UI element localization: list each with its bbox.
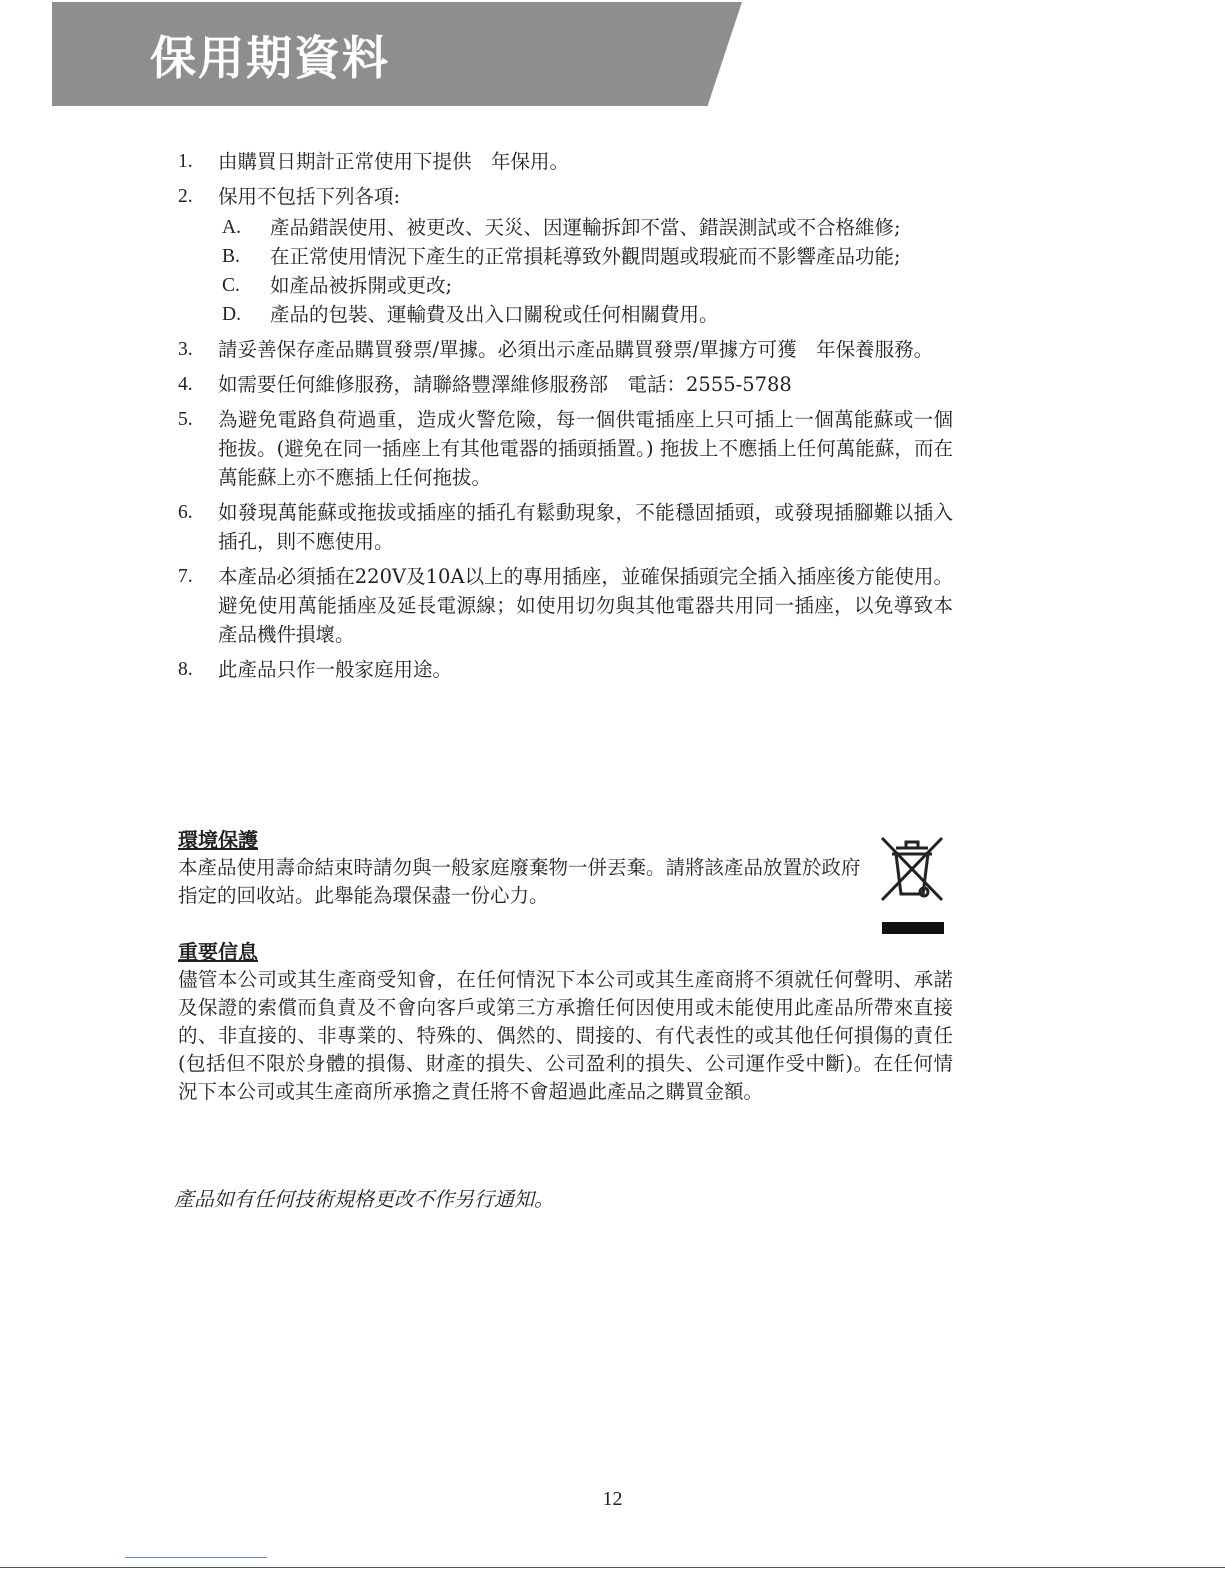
important-title: 重要信息 xyxy=(178,940,258,964)
item-number: 6. xyxy=(178,502,193,523)
footer-link-underline xyxy=(125,1557,267,1558)
exclusion-item xyxy=(222,213,953,242)
exclusion-item xyxy=(222,300,953,329)
exclusion-item xyxy=(222,271,953,300)
list-item xyxy=(178,147,953,176)
page-title: 保用期資料 xyxy=(150,31,390,85)
item-text: 如發現萬能蘇或拖拔或插座的插孔有鬆動現象，不能穩固插頭，或發現插腳難以插入插孔，則不應使用。 xyxy=(218,501,953,553)
exclusion-letter: A. xyxy=(222,217,241,238)
list-item xyxy=(178,182,953,211)
item-text: 由購買日期計正常使用下提供 年保用。 xyxy=(218,150,570,173)
item-number: 1. xyxy=(178,151,193,172)
environment-text: 本產品使用壽命結束時請勿與一般家庭廢棄物一併丟棄。請將該產品放置於政府指定的回收站。此舉能為環保盡一份心力。 xyxy=(178,856,861,907)
page-number: 12 xyxy=(602,1488,623,1510)
item-number: 4. xyxy=(178,374,193,395)
list-item xyxy=(178,562,953,649)
item-text: 為避免電路負荷過重，造成火警危險，每一個供電插座上只可插上一個萬能蘇或一個拖拔。(避免在同一插座上有其他電器的插頭插置。) 拖拔上不應插上任何萬能蘇，而在萬能蘇上亦不應插上任何拖拔。 xyxy=(218,408,953,489)
exclusion-letter: C. xyxy=(222,275,240,296)
exclusion-list xyxy=(178,213,953,329)
item-number: 5. xyxy=(178,409,193,430)
exclusion-letter: D. xyxy=(222,304,241,325)
item-text: 保用不包括下列各項: xyxy=(218,185,401,208)
item-number: 2. xyxy=(178,186,193,207)
list-item xyxy=(178,498,953,556)
environment-section xyxy=(178,826,868,910)
exclusion-item xyxy=(222,242,953,271)
item-number: 3. xyxy=(178,339,193,360)
item-number: 8. xyxy=(178,659,193,680)
item-text: 如需要任何維修服務，請聯絡豐澤維修服務部 電話：2555-5788 xyxy=(218,373,792,396)
item-text: 請妥善保存產品購買發票/單據。必須出示產品購買發票/單據方可獲 年保養服務。 xyxy=(218,338,934,361)
item-number: 7. xyxy=(178,566,193,587)
spec-change-notice: 產品如有任何技術規格更改不作另行通知。 xyxy=(174,1187,554,1211)
exclusion-text: 在正常使用情況下產生的正常損耗導致外觀問題或瑕疵而不影響產品功能; xyxy=(270,245,901,268)
exclusion-text: 產品錯誤使用、被更改、天災、因運輸拆卸不當、錯誤測試或不合格維修; xyxy=(270,216,901,239)
important-section xyxy=(178,938,953,1106)
item-text: 此產品只作一般家庭用途。 xyxy=(218,658,453,681)
item-text: 本產品必須插在220V及10A以上的專用插座，並確保插頭完全插入插座後方能使用。避免使用萬能插座及延長電源線；如使用切勿與其他電器共用同一插座，以免導致本產品機件損壞。 xyxy=(218,565,953,646)
important-text: 儘管本公司或其生產商受知會，在任何情況下本公司或其生產商將不須就任何聲明、承諾及保證的索償而負責及不會向客戶或第三方承擔任何因使用或未能使用此產品所帶來直接的、非直接的、非專業的、特殊的、偶然的、間接的、有代表性的或其他任何損傷的責任(包括但不限於身體的損傷、財產的損失、公司盈利的損失、公司運作受中斷)。在任何情況下本公司或其生產商所承擔之責任將不會超過此產品之購買金額。 xyxy=(178,968,953,1103)
exclusion-letter: B. xyxy=(222,246,240,267)
list-item xyxy=(178,335,953,364)
warranty-list xyxy=(178,147,953,690)
list-item xyxy=(178,405,953,492)
environment-title: 環境保護 xyxy=(178,828,258,852)
footer-rule xyxy=(0,1567,1225,1568)
crossed-out-wheelie-bin-icon xyxy=(876,830,948,940)
exclusion-text: 產品的包裝、運輸費及出入口關稅或任何相關費用。 xyxy=(270,303,719,326)
list-item xyxy=(178,370,953,399)
list-item xyxy=(178,655,953,684)
exclusion-text: 如產品被拆開或更改; xyxy=(270,274,453,297)
